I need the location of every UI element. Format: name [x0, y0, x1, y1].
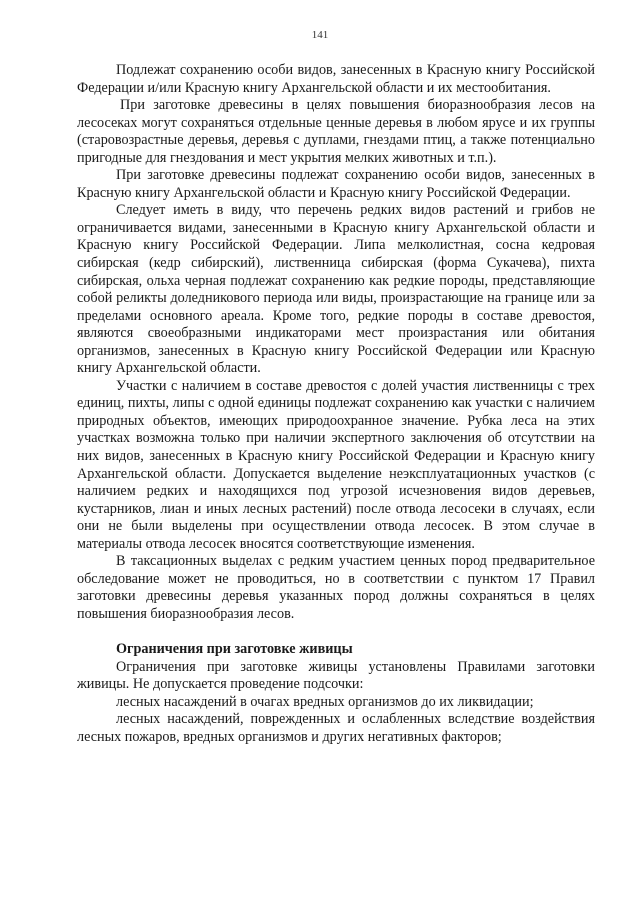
page-number: 141: [311, 29, 329, 41]
list-item-pest-foci: лесных насаждений в очагах вредных организмов до их ликвидации;: [116, 693, 534, 710]
paragraph-taxation-units: В таксационных выделах с редким участием ценных пород предварительное обследование может не проводиться, но в соответствии с пунктом 17 Правил заготовки древесины деревья указанных пород должны сохраняться в целях повышения биоразнообразия лесов.: [77, 553, 595, 622]
page-content: [77, 62, 595, 746]
paragraph-valuable-trees: При заготовке древесины в целях повышения биоразнообразия лесов на лесосеках могут сохраняться отдельные ценные деревья в любом ярусе и их группы (старовозрастные деревья, деревья с дуплами, гнездами птиц, а также потенциально пригодные для гнездования и мест укрытия мелких животных и т.п.).: [77, 97, 595, 166]
section-heading: Ограничения при заготовке живицы: [116, 641, 353, 657]
paragraph-red-book-species: Подлежат сохранению особи видов, занесенных в Красную книгу Российской Федерации и/или Красную книгу Архангельской области и их местообитания.: [77, 62, 595, 96]
list-item-damaged-stands: лесных насаждений, поврежденных и ослабленных вследствие воздействия лесных пожаров, вредных организмов и других негативных факторов;: [77, 711, 595, 745]
paragraph-resin-restrictions: Ограничения при заготовке живицы установлены Правилами заготовки живицы. Не допускается проведение подсочки:: [77, 658, 595, 693]
paragraph-protected-species: При заготовке древесины подлежат сохранению особи видов, занесенных в Красную книгу Архангельской области и Красную книгу Российской Федерации.: [77, 167, 595, 201]
paragraph-rare-species-list: Следует иметь в виду, что перечень редких видов растений и грибов не ограничивается видами, занесенными в Красную книгу Архангельской области и Красную книгу Российской Федерации. Липа мелколистная, сосна кедровая сибирская (кедр сибирский), лиственница сибирская (форма Сукачева), пихта сибирская, ольха черная подлежат сохранению как редкие породы, представляющие собой реликты доледникового периода или виды, произрастающие на границе или за пределами основного ареала. Кроме того, редкие породы в составе древостоя, являются своеобразными индикаторами мест произрастания или обитания организмов, занесенных в Красную книгу Российской Федерации или Красную книгу Архангельской области.: [77, 202, 595, 377]
paragraph-larch-plots: Участки с наличием в составе древостоя с долей участия лиственницы с трех единиц, пихты, липы с одной единицы подлежат сохранению как участки с наличием природных объектов, имеющих природоохранное значение. Рубка леса на этих участках возможна только при наличии экспертного заключения об отсутствии на них видов, занесенных в Красную книгу Российской Федерации и Красную книгу Архангельской области. Допускается выделение неэксплуатационных участков (с наличием редких и находящихся под угрозой исчезновения видов деревьев, кустарников, лиан и иных лесных растений) после отвода лесосеки в случаях, если они не были выделены при осуществлении отвода лесосек. В этом случае в материалы отвода лесосек вносятся соответствующие изменения.: [77, 377, 595, 552]
